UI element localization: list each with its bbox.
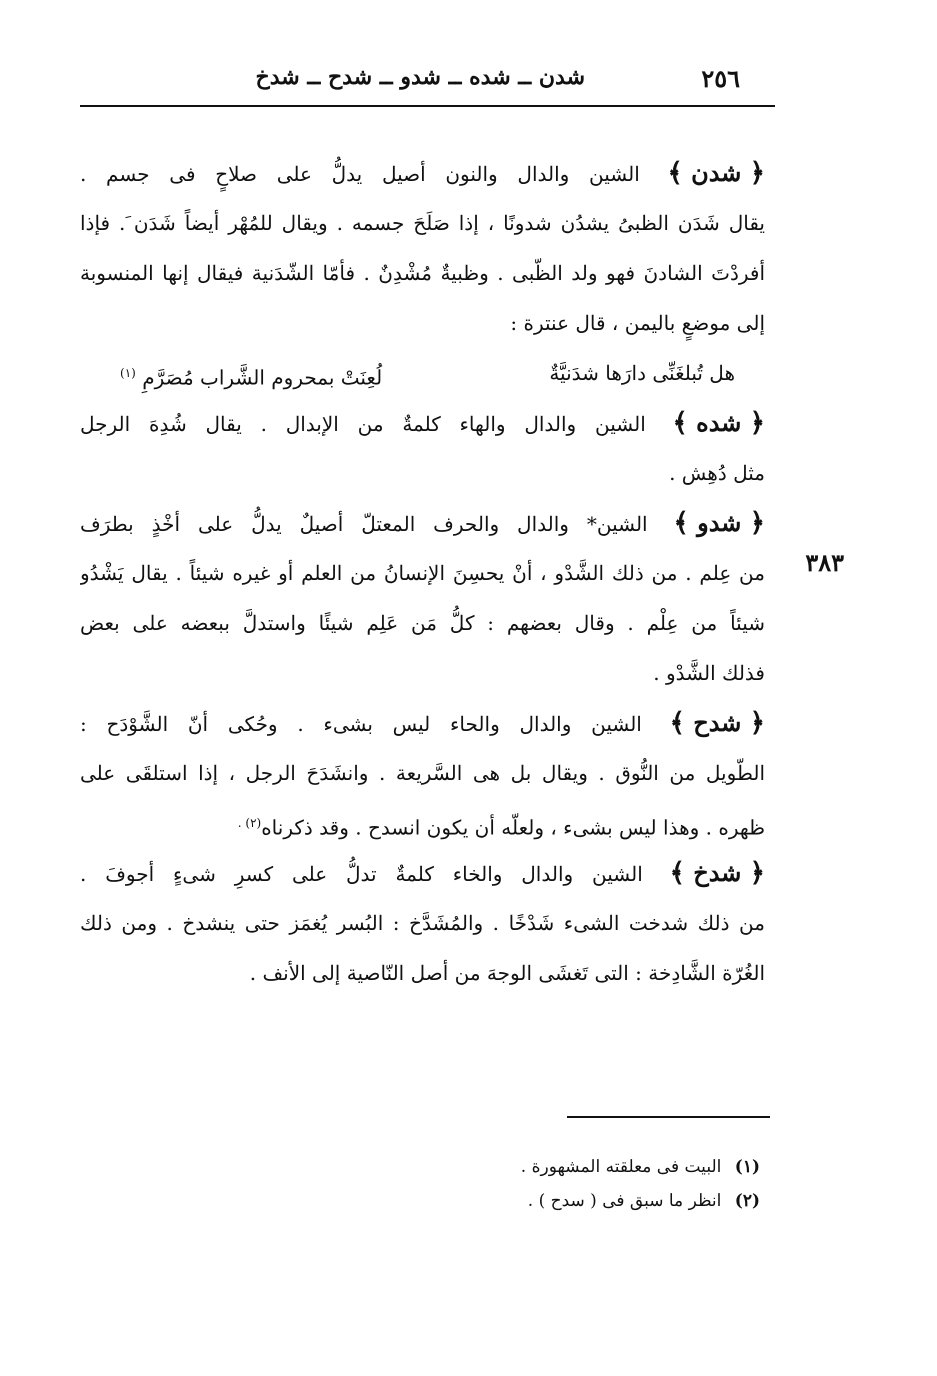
entry-line — [80, 498, 765, 548]
entry-line — [80, 848, 765, 898]
running-title: شدن ــ شده ــ شدو ــ شدح ــ شدخ — [255, 64, 585, 90]
footnotes — [400, 1150, 760, 1218]
entry-line: من عِلم . من ذلك الشَّدْو ، أنْ يحسِنَ الإنسانُ من العلم أو غيره شيئاً . يقال يَشْدُو — [80, 561, 765, 585]
dictionary-body — [80, 148, 765, 998]
footnote-text: انظر ما سبق فى ( سدح ) . — [527, 1191, 722, 1211]
entry-line: ظهره . وهذا ليس بشىء ، ولعلّه أن يكون انسدح . وقد ذكرناه$^{(٢) .}$ — [237, 815, 765, 840]
entry-headword: ﴿ شدخ ﴾ — [669, 858, 765, 888]
entry-text: الشين* والدال والحرف المعتلّ أصيلٌ يدلُّ على أخْذٍ بطرَف — [80, 512, 648, 536]
verse-first-hemistich: هل تُبلغَنِّى دارَها شدَنيَّةٌ — [549, 361, 735, 385]
entry-line — [80, 698, 765, 748]
margin-entry-number: ٣٨٣ — [805, 548, 844, 577]
entry-line: من ذلك شدخت الشىء شَدْخًا . والمُشَدَّخ : البُسر يُغمَز حتى ينشدخ . ومن ذلك — [80, 911, 765, 935]
page-header — [80, 62, 770, 102]
footnote-number: (٢) — [734, 1191, 760, 1211]
entry-line — [80, 148, 765, 198]
entry-shadw — [80, 498, 765, 698]
entry-line: فذلك الشَّدْو . — [653, 661, 765, 685]
footnote-item — [400, 1150, 760, 1184]
entry-headword: ﴿ شدن ﴾ — [667, 158, 765, 188]
entry-line: يقال شَدَن الظبىُ يشدُن شدونًا ، إذا صَلَحَ جسمه . ويقال للمُهْر أيضاً شَدَن َ. فإذا — [80, 211, 765, 235]
header-rule — [80, 105, 775, 107]
entry-line: إلى موضعٍ باليمن ، قال عنترة : — [510, 311, 765, 335]
entry-shadah — [80, 698, 765, 848]
footnote-ref: (٢) . — [237, 816, 262, 830]
entry-headword: ﴿ شدح ﴾ — [669, 708, 765, 738]
entry-headword: ﴿ شدو ﴾ — [673, 508, 765, 538]
poem-verse — [80, 348, 765, 398]
entry-text: الشين والدال والخاء كلمةٌ تدلُّ على كسرِ شىءٍ أجوفَ . — [80, 862, 643, 886]
entry-shadan — [80, 148, 765, 398]
entry-text: الشين والدال والحاء ليس بشىء . وحُكى أنّ الشَّوْدَح : — [80, 712, 642, 736]
verse-second-hemistich: لُعِنَتْ بمحروم الشَّراب مُصَرَّمِ — [142, 365, 383, 390]
footnote-ref: (١) — [120, 366, 136, 380]
entry-shadaha — [80, 398, 765, 498]
footnote-number: (١) — [734, 1157, 760, 1177]
entry-headword: ﴿ شده ﴾ — [672, 408, 765, 438]
entry-line — [80, 398, 765, 448]
entry-line: شيئاً من عِلْم . وقال بعضهم : كلُّ مَن عَلِم شيئًا واستدلَّ ببعضه على بعض — [80, 611, 765, 635]
entry-line: أفردْتَ الشادنَ فهو ولد الظّبى . وظبيةٌ مُشْدِنٌ . فأمّا الشّدَنية فيقال إنها المنسوبة — [80, 261, 765, 285]
footnote-text: البيت فى معلقته المشهورة . — [520, 1157, 722, 1177]
entry-line: الطّويل من النُّوق . ويقال بل هى السَّريعة . وانشَدَحَ الرجل ، إذا استلقَى على — [80, 761, 765, 785]
entry-text: الشين والدال والهاء كلمةٌ من الإبدال . يقال شُدِهَ الرجل — [80, 412, 646, 436]
footnote-rule — [567, 1116, 770, 1118]
entry-line: مثل دُهِش . — [669, 461, 765, 485]
entry-line: الغُرّة الشَّادِخة : التى تَغشَى الوجهَ من أصل النّاصية إلى الأنف . — [249, 961, 765, 985]
page-number: ٢٥٦ — [701, 64, 740, 93]
entry-shadakh — [80, 848, 765, 998]
entry-text: الشين والدال والنون أصيل يدلُّ على صلاحٍ فى جسم . — [80, 162, 640, 186]
footnote-item — [400, 1184, 760, 1218]
